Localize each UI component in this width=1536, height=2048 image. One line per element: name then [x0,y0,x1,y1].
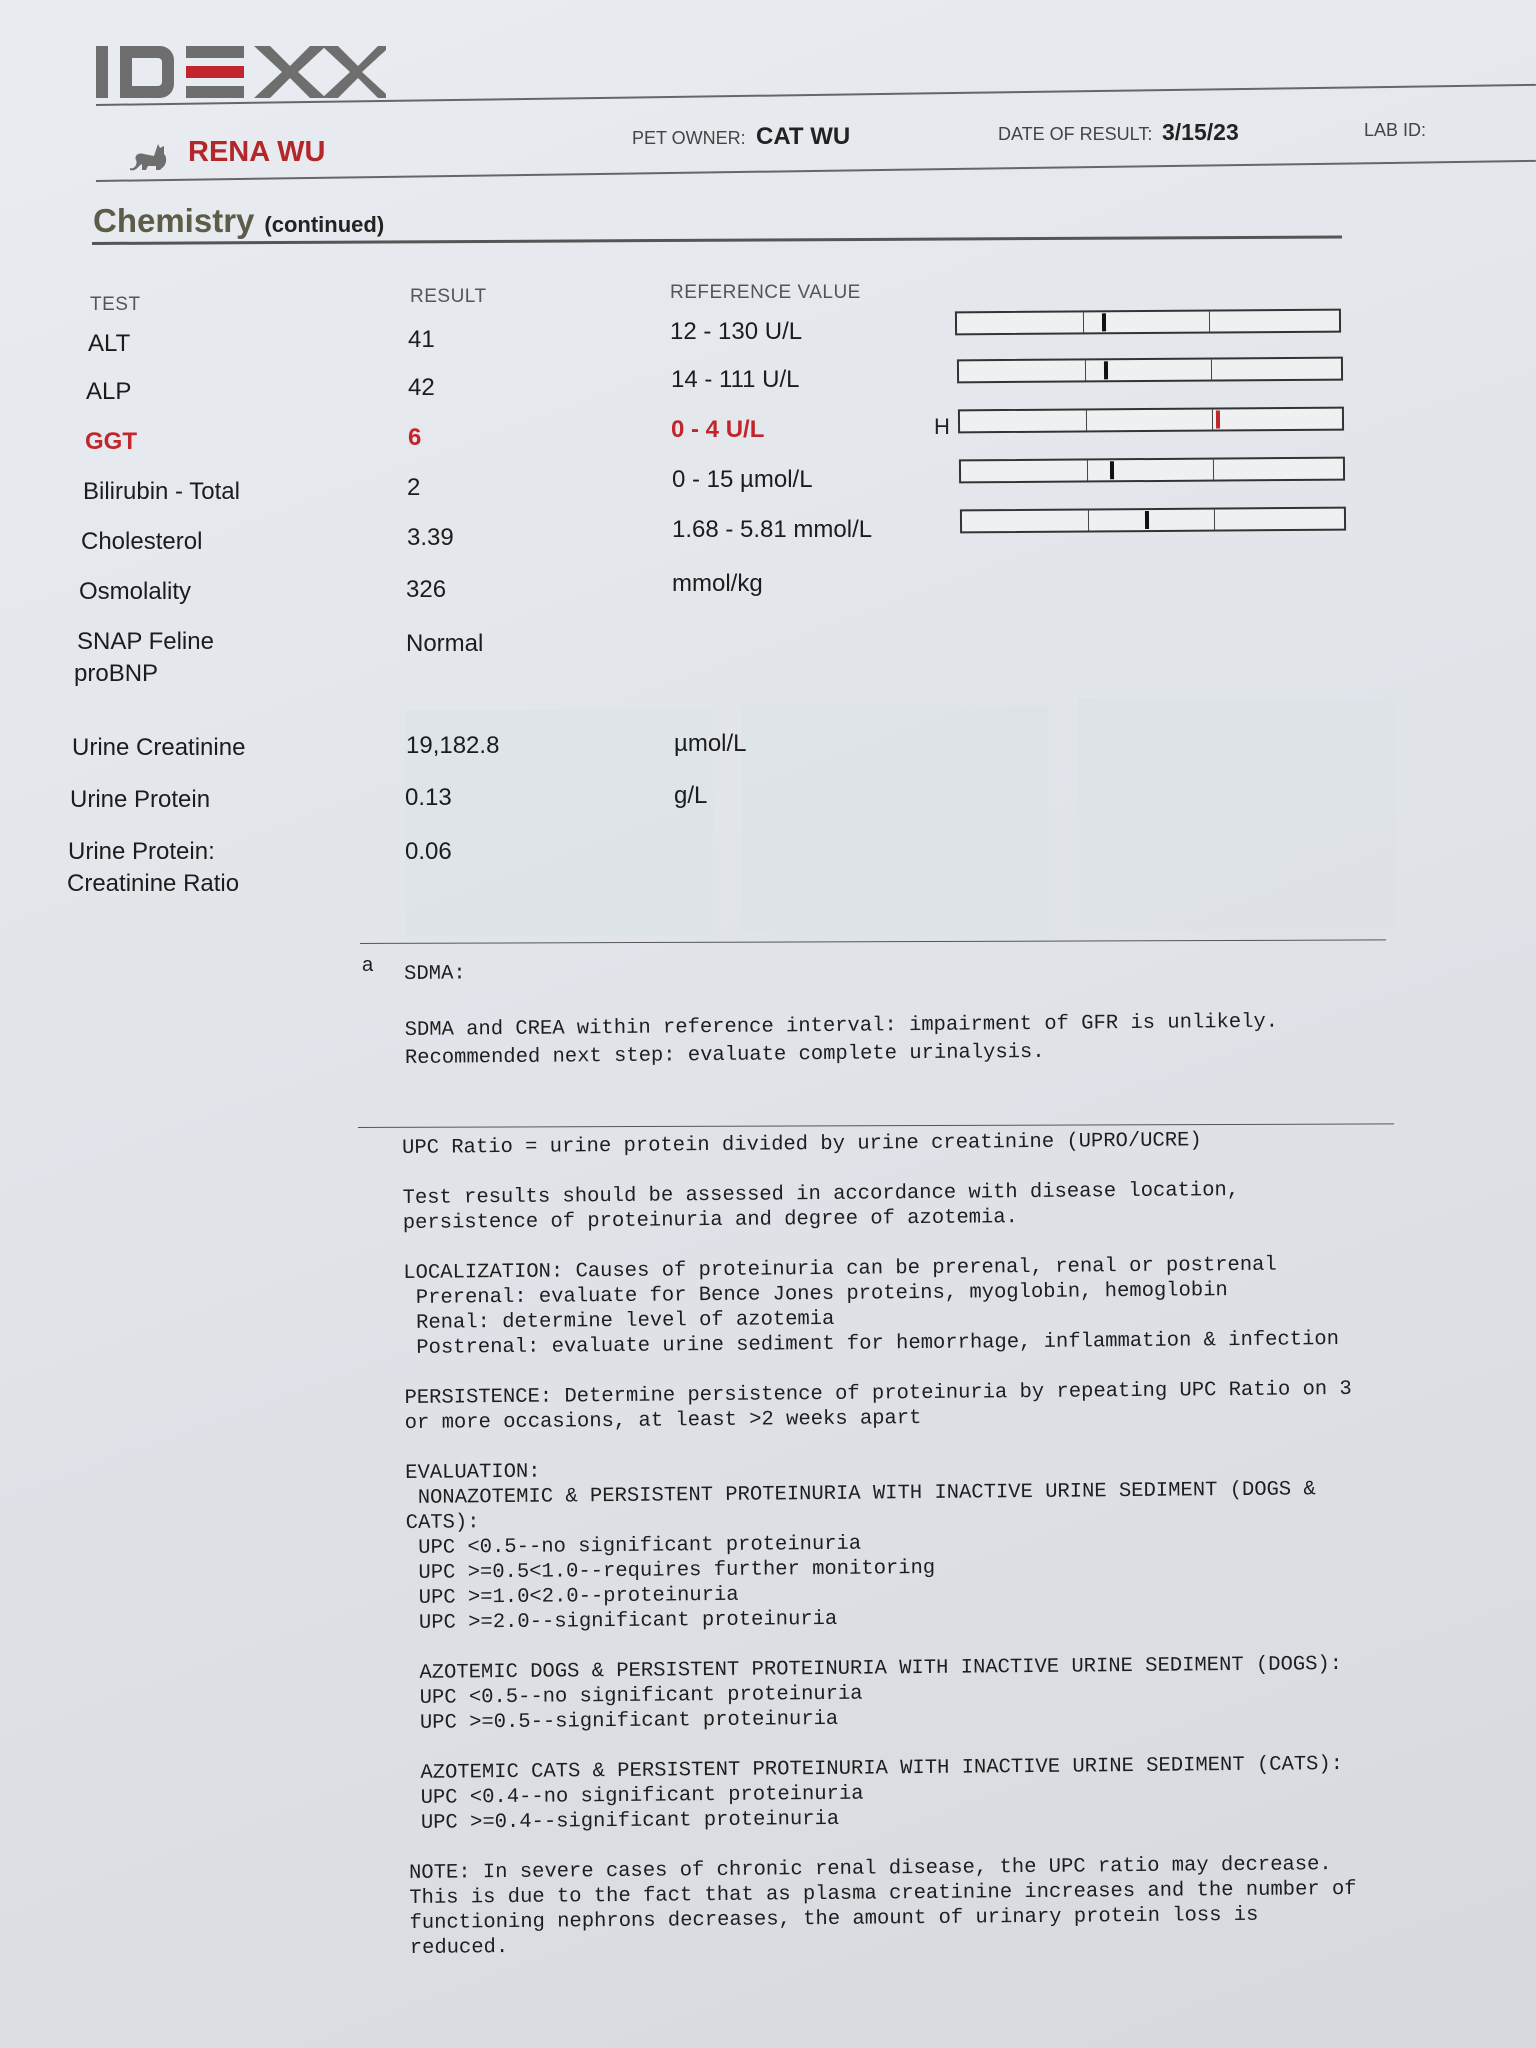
test-name: Urine Protein: [68,838,215,865]
test-name: ALT [88,330,131,357]
section-subtitle: (continued) [264,212,385,237]
upc-comment: UPC Ratio = urine protein divided by urine creatinine (UPRO/UCRE) Test results should be assessed in accordance with disease location, persistence of proteinuria and degree of azotemia. LOCALIZATION: Causes of proteinuria can be prerenal, renal or postrenal Prerenal: evaluate for Bence Jones proteins, myoglobin, hemoglobin Renal: determine level of azotemia Postrenal: evaluate urine sediment for hemorrhage, inflammation & infection PERSISTENCE: Determine persistence of proteinuria by repeating UPC Ratio on 3 or more occasions, at least >2 weeks apart EVALUATION: NONAZOTEMIC & PERSISTENT PROTEINURIA WITH INACTIVE URINE SEDIMENT (DOGS & CATS): UPC <0.5--no significant proteinuria UPC >=0.5<1.0--requires further monitoring UPC >=1.0<2.0--proteinuria UPC >=2.0--significant proteinuria AZOTEMIC DOGS & PERSISTENT PROTEINURIA WITH INACTIVE URINE SEDIMENT (DOGS): UPC <0.5--no significant proteinuria UPC >=0.5--significant proteinuria AZOTEMIC CATS & PERSISTENT PROTEINURIA WITH INACTIVE URINE SEDIMENT (CATS): UPC <0.4--no significant proteinuria UPC >=0.4--significant proteinuria NOTE: In severe cases of chronic renal disease, the UPC ratio may decrease. This is due to the fact that as plasma creatinine increases and the number of functioning nephrons decreases, the amount of urinary protein loss is reduced. [402,1129,1357,1960]
col-header-test: TEST [90,294,141,315]
test-name: Urine Creatinine [72,734,246,761]
result-marker [1102,313,1106,331]
high-flag: H [934,414,950,439]
result-marker [1145,511,1149,529]
test-reference-high: 0 - 4 U/L [671,416,765,443]
test-result-high: 6 [408,424,422,451]
test-name: Cholesterol [81,528,203,555]
result-marker [1216,411,1220,429]
test-reference: 14 - 111 U/L [671,366,800,393]
cat-icon [126,134,174,172]
test-result: 326 [406,576,447,603]
test-name: Urine Protein [70,786,211,813]
test-result: Normal [406,630,484,657]
range-gauge [955,309,1341,336]
range-gauge [960,507,1346,534]
lab-id-label: LAB ID: [1364,120,1427,140]
test-result: 19,182.8 [406,732,500,759]
test-name: ALP [86,378,132,405]
test-name-high: GGT [85,428,137,455]
range-gauge [959,457,1345,484]
test-name-line2: Creatinine Ratio [67,870,240,897]
test-name: SNAP Feline [77,628,214,655]
range-gauge [957,357,1343,384]
test-reference: g/L [674,782,708,809]
test-result: 3.39 [407,524,454,551]
test-reference: 0 - 15 µmol/L [672,466,813,493]
test-reference: 1.68 - 5.81 mmol/L [672,516,873,543]
col-header-reference: REFERENCE VALUE [670,282,861,303]
test-result: 41 [408,326,435,353]
test-reference: 12 - 130 U/L [670,318,803,345]
date-of-result: 3/15/23 [1162,119,1239,145]
patient-name: RENA WU [188,136,326,168]
pet-owner: CAT WU [756,123,851,150]
faded-block [742,705,1048,933]
pet-owner-label: PET OWNER: [632,128,746,148]
test-reference: mmol/kg [672,570,763,597]
test-name: Osmolality [79,578,192,605]
date-label: DATE OF RESULT: [998,124,1153,144]
result-marker [1110,461,1114,479]
comment-rule [360,939,1386,944]
faded-block [1078,698,1396,930]
test-name-line2: proBNP [74,660,159,687]
test-result: 0.06 [405,838,452,865]
test-reference: µmol/L [674,730,747,757]
test-name: Bilirubin - Total [83,478,240,505]
col-header-result: RESULT [410,286,487,307]
section-title-text: Chemistry [93,202,255,239]
footnote-marker: a [362,954,374,976]
test-result: 2 [407,474,421,501]
test-result: 42 [408,374,435,401]
idexx-logo [96,42,386,102]
range-gauge [958,407,1344,434]
result-marker [1104,361,1108,379]
test-result: 0.13 [405,784,452,811]
sdma-comment: SDMA: SDMA and CREA within reference interval: impairment of GFR is unlikely. Recommended next step: evaluate complete urinalysis. [404,962,1279,1070]
section-title [93,202,384,240]
